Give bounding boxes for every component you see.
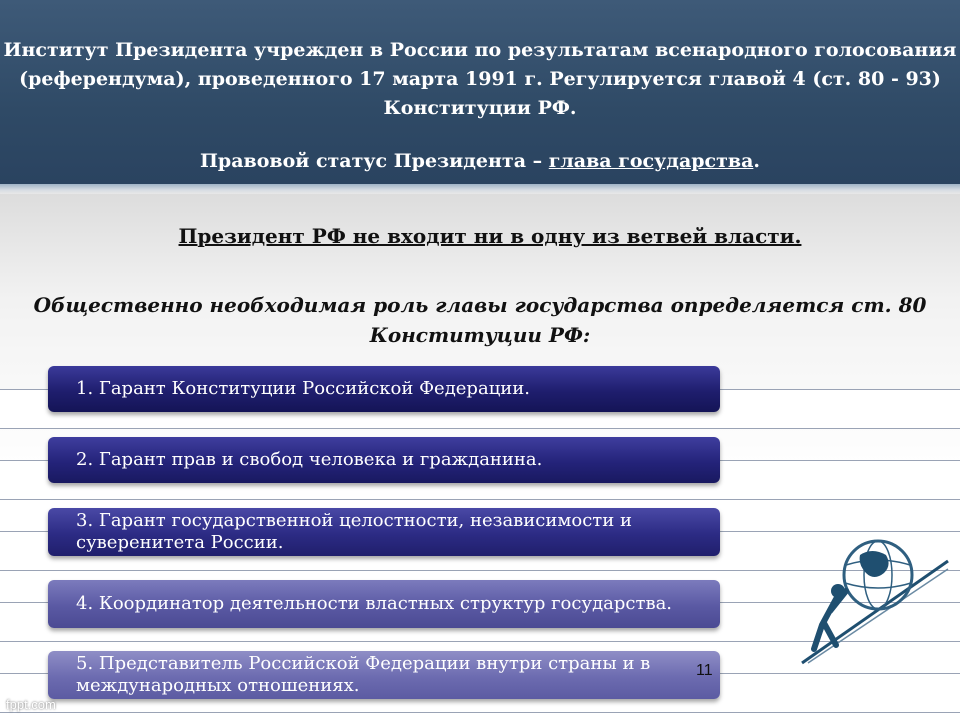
- list-item-text: 5. Представитель Российской Федерации внутри страны и в международных отношениях.: [76, 653, 651, 696]
- role-intro: Общественно необходимая роль главы государства определяется ст. 80 Конституции РФ:: [33, 293, 927, 347]
- list-item: [48, 580, 720, 628]
- list-item: [48, 437, 720, 483]
- header-divider: [0, 184, 960, 194]
- list-item-text: 2. Гарант прав и свобод человека и гражданина.: [76, 449, 543, 470]
- legal-status-suffix: .: [753, 150, 761, 172]
- header-banner: [0, 0, 960, 184]
- list-item: [48, 651, 720, 699]
- list-item: [48, 366, 720, 412]
- header-text: Институт Президента учрежден в России по результатам всенародного голосования (референдума), проведенного 17 марта 1991 г. Регулируется главой 4 (ст. 80 - 93) Конституции РФ.: [3, 39, 957, 119]
- legal-status-prefix: Правовой статус Президента –: [199, 150, 549, 172]
- watermark: fppt.com: [6, 697, 56, 712]
- legal-status-line: [0, 147, 960, 176]
- list-item-text: 1. Гарант Конституции Российской Федерации.: [76, 378, 530, 399]
- list-item: [48, 508, 720, 556]
- list-item-text: 3. Гарант государственной целостности, независимости и суверенитета России.: [76, 510, 632, 553]
- head-of-state-link[interactable]: глава государства: [548, 150, 754, 172]
- page-number: 11: [696, 662, 713, 679]
- globe-carrier-icon: [800, 525, 950, 665]
- subtitle: Президент РФ не входит ни в одну из ветвей власти.: [178, 224, 802, 248]
- list-item-text: 4. Координатор деятельности властных структур государства.: [76, 593, 673, 614]
